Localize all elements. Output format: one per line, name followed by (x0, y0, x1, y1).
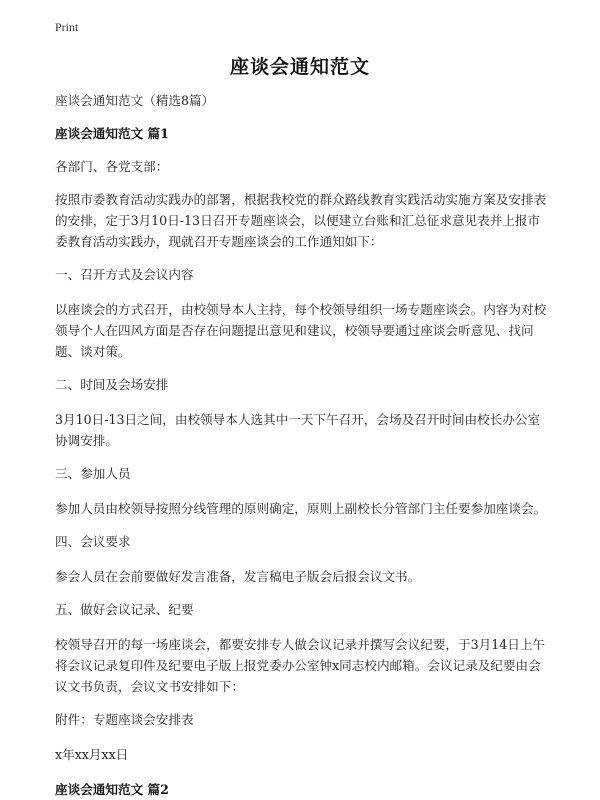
section-heading-2: 座谈会通知范文 篇2 (55, 782, 169, 797)
item-4-title: 四、会议要求 (55, 534, 131, 549)
intro-paragraph: 按照市委教育活动实践办的部署，根据我校党的群众路线教育实践活动实施方案及安排表的安排，定于3月10日-13日召开专题座谈会，以便建立台账和汇总征求意见表并上报市委教育活动实践办，现就召开专题座谈会的工作通知如下： (55, 192, 547, 249)
salutation: 各部门、各党支部： (55, 159, 169, 174)
document-body (55, 90, 550, 800)
item-2-text: 3月10日-13日之间，由校领导本人选其中一天下午召开，会场及召开时间由校长办公室协调安排。 (55, 412, 541, 448)
attachment-line: 附件：专题座谈会安排表 (55, 712, 194, 727)
item-3-text: 参加人员由校领导按照分线管理的原则确定，原则上副校长分管部门主任要参加座谈会。 (55, 501, 547, 516)
item-1-text: 以座谈会的方式召开，由校领导本人主持，每个校领导组织一场专题座谈会。内容为对校领导个人在四风方面是否存在问题提出意见和建议，校领导要通过座谈会听意见、找问题、谈对策。 (55, 302, 547, 359)
item-2-title: 二、时间及会场安排 (55, 377, 169, 392)
item-3-title: 三、参加人员 (55, 466, 131, 481)
section-heading-1: 座谈会通知范文 篇1 (55, 126, 169, 141)
item-4-text: 参会人员在会前要做好发言准备，发言稿电子版会后报会议文书。 (55, 569, 421, 584)
item-5-title: 五、做好会议记录、纪要 (55, 602, 194, 617)
date-line: x年xx月xx日 (55, 747, 129, 762)
document-subtitle: 座谈会通知范文（精选8篇） (55, 93, 215, 108)
item-5-text: 校领导召开的每一场座谈会，都要安排专人做会议记录并撰写会议纪要，于3月14日上午将会议记录复印件及纪要电子版上报党委办公室钟x同志校内邮箱。会议记录及纪要由会议文书负责，会议文书安排如下： (55, 637, 546, 694)
page-title: 座谈会通知范文 (229, 56, 370, 78)
item-1-title: 一、召开方式及会议内容 (55, 267, 194, 282)
print-link[interactable]: Print (55, 20, 79, 34)
